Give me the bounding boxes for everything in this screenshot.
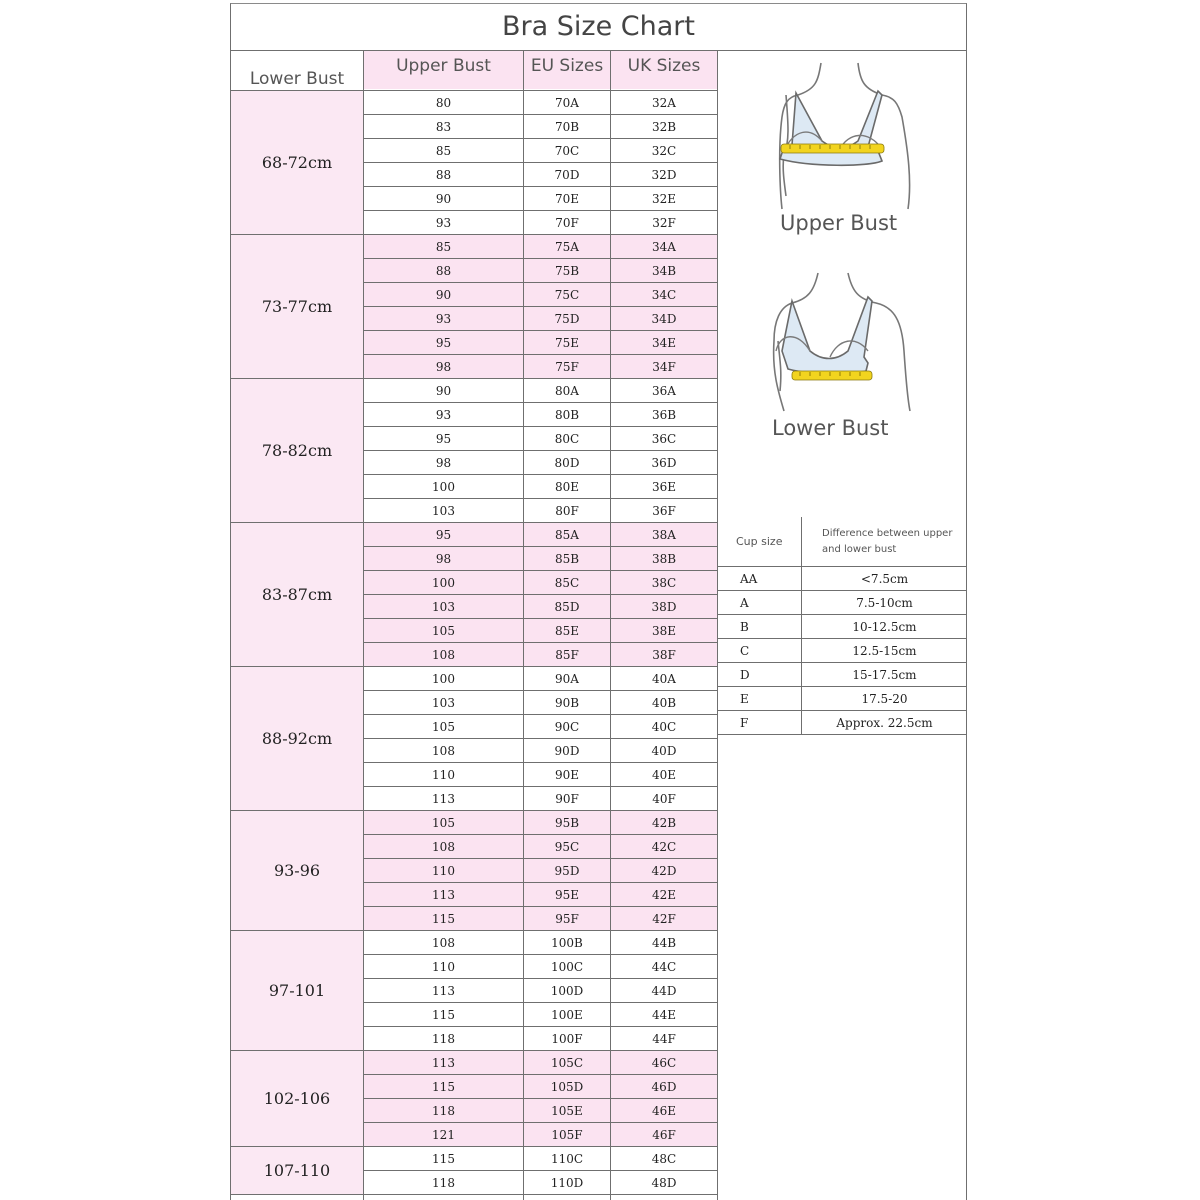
eu-size-cell: 100E — [524, 1003, 610, 1027]
eu-size-cell: 85B — [524, 547, 610, 571]
eu-size-cell: 70E — [524, 187, 610, 211]
upper-bust-cell: 90 — [364, 379, 523, 403]
header-upper-bust: Upper Bust — [364, 51, 523, 89]
eu-size-cell: 70C — [524, 139, 610, 163]
uk-size-cell: 40F — [611, 787, 717, 811]
upper-bust-cell: 83 — [364, 115, 523, 139]
uk-size-cell: 44F — [611, 1027, 717, 1051]
eu-size-cell: 105F — [524, 1123, 610, 1147]
lower-bust-group: 68-72cm — [231, 91, 363, 235]
upper-bust-cell: 118 — [364, 1099, 523, 1123]
uk-size-cell: 38F — [611, 643, 717, 667]
eu-size-cell: 80D — [524, 451, 610, 475]
uk-size-cell: 36D — [611, 451, 717, 475]
cup-size-value: F — [718, 711, 802, 734]
upper-bust-cell: 90 — [364, 283, 523, 307]
upper-bust-cell: 118 — [364, 1027, 523, 1051]
eu-size-cell: 75A — [524, 235, 610, 259]
upper-bust-cell: 110 — [364, 763, 523, 787]
eu-size-cell: 75C — [524, 283, 610, 307]
upper-bust-cell: 93 — [364, 211, 523, 235]
uk-size-cell: 46D — [611, 1075, 717, 1099]
uk-size-cell: 44B — [611, 931, 717, 955]
upper-bust-cell: 115 — [364, 1003, 523, 1027]
uk-size-cell: 38B — [611, 547, 717, 571]
lower-bust-group: 93-96 — [231, 811, 363, 931]
upper-bust-cell: 100 — [364, 475, 523, 499]
eu-size-cell: 75E — [524, 331, 610, 355]
uk-size-cell: 36F — [611, 499, 717, 523]
cup-difference-value: <7.5cm — [860, 571, 909, 586]
eu-size-cell: 95D — [524, 859, 610, 883]
header-uk-sizes: UK Sizes — [611, 51, 717, 89]
uk-size-cell: 38C — [611, 571, 717, 595]
eu-size-cell: 85F — [524, 643, 610, 667]
uk-size-cell: 40D — [611, 739, 717, 763]
eu-size-cell: 90F — [524, 787, 610, 811]
cup-size-row — [718, 663, 967, 687]
upper-bust-cell: 108 — [364, 643, 523, 667]
lower-bust-group: 83-87cm — [231, 523, 363, 667]
cup-difference-value: 7.5-10cm — [856, 595, 913, 610]
eu-size-cell: 80E — [524, 475, 610, 499]
cup-size-value: B — [718, 615, 802, 638]
upper-bust-cell: 115 — [364, 907, 523, 931]
upper-bust-cell: 88 — [364, 163, 523, 187]
upper-bust-cell: 100 — [364, 571, 523, 595]
upper-bust-cell: 115 — [364, 1147, 523, 1171]
upper-bust-cell: 100 — [364, 667, 523, 691]
upper-bust-cell: 98 — [364, 451, 523, 475]
uk-size-cell: 36C — [611, 427, 717, 451]
column-divider — [363, 51, 364, 1200]
uk-size-cell: 32E — [611, 187, 717, 211]
eu-size-cell: 80A — [524, 379, 610, 403]
cup-difference-value: 10-12.5cm — [852, 619, 917, 634]
uk-size-cell: 36B — [611, 403, 717, 427]
uk-size-cell: 34B — [611, 259, 717, 283]
eu-size-cell: 85D — [524, 595, 610, 619]
upper-bust-cell: 103 — [364, 691, 523, 715]
upper-bust-cell: 110 — [364, 955, 523, 979]
eu-size-cell: 80C — [524, 427, 610, 451]
uk-size-cell: 38D — [611, 595, 717, 619]
upper-bust-cell: 108 — [364, 739, 523, 763]
header-eu-sizes: EU Sizes — [524, 51, 610, 89]
eu-size-cell: 75B — [524, 259, 610, 283]
eu-size-cell: 105D — [524, 1075, 610, 1099]
eu-size-cell: 75F — [524, 355, 610, 379]
eu-size-cell: 70A — [524, 91, 610, 115]
upper-bust-cell: 113 — [364, 979, 523, 1003]
eu-size-cell: 85C — [524, 571, 610, 595]
eu-size-cell: 100D — [524, 979, 610, 1003]
upper-bust-cell: 103 — [364, 499, 523, 523]
lower-bust-label: Lower Bust — [772, 416, 889, 440]
cup-difference-value: 12.5-15cm — [852, 643, 917, 658]
eu-size-cell: 90E — [524, 763, 610, 787]
uk-size-cell: 40A — [611, 667, 717, 691]
eu-size-cell: 100B — [524, 931, 610, 955]
uk-size-cell: 36A — [611, 379, 717, 403]
eu-size-cell: 90C — [524, 715, 610, 739]
uk-size-cell: 40C — [611, 715, 717, 739]
eu-size-cell: 95B — [524, 811, 610, 835]
cup-difference-value: 17.5-20 — [861, 691, 908, 706]
uk-size-cell: 48D — [611, 1171, 717, 1195]
upper-bust-cell: 93 — [364, 403, 523, 427]
eu-size-cell: 90B — [524, 691, 610, 715]
upper-bust-cell: 80 — [364, 91, 523, 115]
uk-size-cell: 32B — [611, 115, 717, 139]
difference-header-line1: Difference between upper — [822, 527, 953, 539]
uk-size-cell: 46F — [611, 1123, 717, 1147]
uk-size-cell: 38A — [611, 523, 717, 547]
eu-size-cell: 100C — [524, 955, 610, 979]
uk-size-cell: 42E — [611, 883, 717, 907]
uk-size-cell: 44D — [611, 979, 717, 1003]
cup-size-row — [718, 591, 967, 615]
upper-bust-cell: 105 — [364, 619, 523, 643]
eu-size-cell: 105C — [524, 1051, 610, 1075]
cup-size-row — [718, 615, 967, 639]
cup-size-value: AA — [718, 567, 802, 590]
upper-bust-cell: 88 — [364, 259, 523, 283]
eu-size-cell: 70B — [524, 115, 610, 139]
upper-bust-cell: 95 — [364, 523, 523, 547]
uk-size-cell: 42D — [611, 859, 717, 883]
eu-size-cell: 90D — [524, 739, 610, 763]
uk-size-cell: 40B — [611, 691, 717, 715]
upper-bust-cell: 105 — [364, 811, 523, 835]
uk-size-cell: 34A — [611, 235, 717, 259]
uk-size-cell: 34D — [611, 307, 717, 331]
cup-size-value: C — [718, 639, 802, 662]
uk-size-cell: 32D — [611, 163, 717, 187]
cup-size-value: D — [718, 663, 802, 686]
header-lower-bust: Lower Bust — [231, 51, 363, 91]
difference-header — [802, 517, 967, 566]
cup-table-header — [718, 517, 967, 567]
uk-size-cell: 32A — [611, 91, 717, 115]
uk-size-cell: 42C — [611, 835, 717, 859]
upper-bust-cell: 103 — [364, 595, 523, 619]
eu-size-cell: 70D — [524, 163, 610, 187]
upper-bust-cell: 118 — [364, 1171, 523, 1195]
difference-header-line2: and lower bust — [822, 543, 897, 555]
uk-size-cell: 40E — [611, 763, 717, 787]
uk-size-cell: 34F — [611, 355, 717, 379]
upper-bust-cell: 115 — [364, 1075, 523, 1099]
uk-size-cell: 44E — [611, 1003, 717, 1027]
lower-bra-shape — [782, 297, 872, 374]
eu-size-cell: 100F — [524, 1027, 610, 1051]
uk-size-cell: 46E — [611, 1099, 717, 1123]
uk-size-cell: 32F — [611, 211, 717, 235]
upper-bust-cell: 98 — [364, 355, 523, 379]
uk-size-cell: 44C — [611, 955, 717, 979]
uk-size-cell: 46C — [611, 1051, 717, 1075]
uk-size-cell: 42B — [611, 811, 717, 835]
eu-size-cell: 95C — [524, 835, 610, 859]
illustrations-panel — [718, 51, 965, 516]
upper-bust-cell: 108 — [364, 931, 523, 955]
upper-bust-cell: 93 — [364, 307, 523, 331]
lower-bust-group: 78-82cm — [231, 379, 363, 523]
upper-bust-cell: 90 — [364, 187, 523, 211]
upper-bust-illustration — [718, 51, 965, 516]
upper-bust-cell: 121 — [364, 1123, 523, 1147]
upper-bust-cell: 95 — [364, 331, 523, 355]
column-divider — [717, 51, 718, 1200]
uk-size-cell: 34E — [611, 331, 717, 355]
upper-bust-cell: 108 — [364, 835, 523, 859]
uk-size-cell: 42F — [611, 907, 717, 931]
lower-bust-group: 97-101 — [231, 931, 363, 1051]
lower-bust-group: 88-92cm — [231, 667, 363, 811]
upper-bust-cell: 113 — [364, 883, 523, 907]
upper-bra-shape — [780, 91, 882, 165]
cup-size-value: E — [718, 687, 802, 710]
eu-size-cell: 85A — [524, 523, 610, 547]
column-divider — [610, 51, 611, 1200]
eu-size-cell: 80F — [524, 499, 610, 523]
upper-bust-cell: 95 — [364, 427, 523, 451]
eu-size-cell: 85E — [524, 619, 610, 643]
cup-size-row — [718, 687, 967, 711]
lower-bust-group: 73-77cm — [231, 235, 363, 379]
eu-size-cell: 95F — [524, 907, 610, 931]
eu-size-cell: 70F — [524, 211, 610, 235]
uk-size-cell: 48C — [611, 1147, 717, 1171]
upper-bust-cell: 98 — [364, 547, 523, 571]
cup-size-row — [718, 639, 967, 663]
uk-size-cell: 32C — [611, 139, 717, 163]
upper-bust-cell: 113 — [364, 1051, 523, 1075]
eu-size-cell: 75D — [524, 307, 610, 331]
upper-bust-cell: 105 — [364, 715, 523, 739]
eu-size-cell: 80B — [524, 403, 610, 427]
upper-bust-cell: 110 — [364, 859, 523, 883]
upper-tape-icon — [781, 144, 884, 153]
cup-difference-value: Approx. 22.5cm — [836, 715, 933, 730]
cup-size-value: A — [718, 591, 802, 614]
column-divider — [523, 51, 524, 1200]
header-divider — [231, 90, 717, 91]
uk-size-cell: 36E — [611, 475, 717, 499]
upper-bust-label: Upper Bust — [780, 211, 898, 235]
eu-size-cell: 110D — [524, 1171, 610, 1195]
cup-size-header: Cup size — [718, 517, 802, 566]
page-title: Bra Size Chart — [231, 3, 966, 51]
upper-bust-cell: 85 — [364, 139, 523, 163]
lower-bust-group: 102-106 — [231, 1051, 363, 1147]
uk-size-cell: 34C — [611, 283, 717, 307]
cup-size-row — [718, 711, 967, 735]
eu-size-cell: 95E — [524, 883, 610, 907]
cup-size-row — [718, 567, 967, 591]
upper-bust-cell: 113 — [364, 787, 523, 811]
lower-bust-group: 107-110 — [231, 1147, 363, 1195]
uk-size-cell: 38E — [611, 619, 717, 643]
cup-difference-value: 15-17.5cm — [852, 667, 917, 682]
eu-size-cell: 90A — [524, 667, 610, 691]
upper-bust-cell: 85 — [364, 235, 523, 259]
eu-size-cell: 105E — [524, 1099, 610, 1123]
eu-size-cell: 110C — [524, 1147, 610, 1171]
